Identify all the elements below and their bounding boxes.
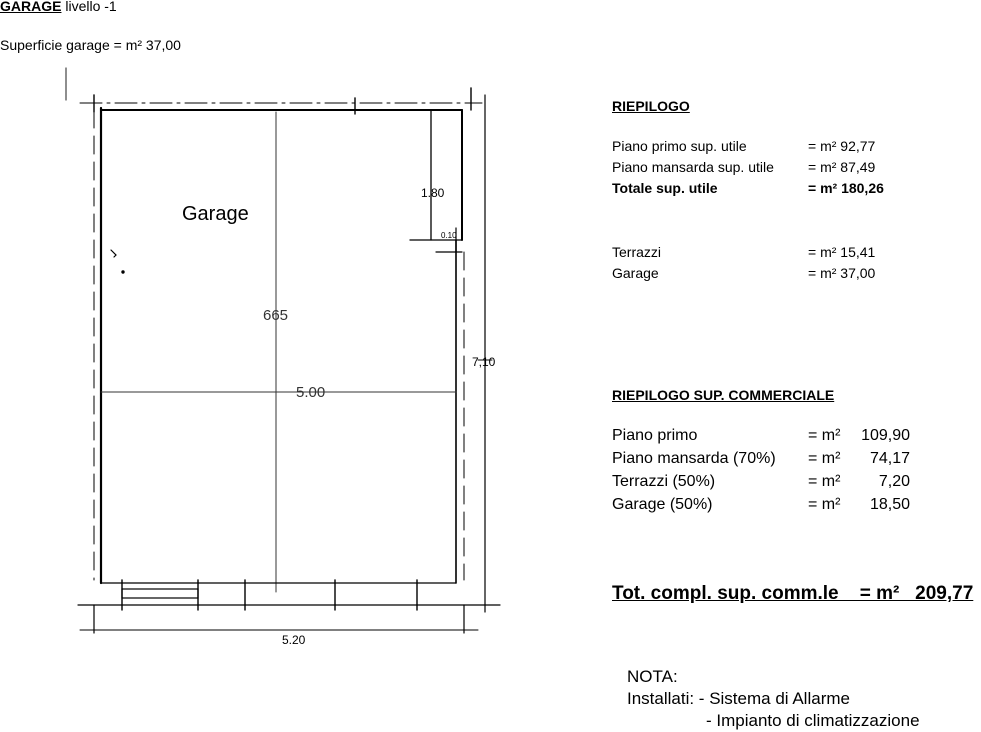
dim-label: 5.20 [282, 633, 306, 647]
row-value: 18,50 [869, 496, 910, 513]
grand-total: Tot. compl. sup. comm.le = m² 209,77 [612, 583, 974, 604]
row-value: = m² 180,26 [808, 180, 884, 196]
row-label: Piano primo [612, 427, 698, 444]
row-label: Piano mansarda sup. utile [612, 159, 774, 175]
row-label: Garage [612, 265, 659, 281]
dim-label: 0.10 [441, 231, 457, 240]
dim-label: 7,10 [472, 355, 496, 369]
row-label: Garage (50%) [612, 496, 713, 513]
row-eq: = m² [808, 450, 841, 467]
room-label: Garage [182, 203, 249, 225]
commerciale-title: RIEPILOGO SUP. COMMERCIALE [612, 387, 835, 403]
row-value: 109,90 [861, 427, 910, 444]
dim-label: 5.00 [296, 384, 326, 401]
row-value: 74,17 [869, 450, 910, 467]
nota-line: - Impianto di climatizzazione [706, 711, 920, 730]
title-bold: GARAGE [0, 0, 62, 14]
total-row [612, 180, 893, 198]
row-eq: = m² [808, 496, 841, 513]
riepilogo-title: RIEPILOGO [612, 98, 690, 114]
surface-garage: Superficie garage = m² 37,00 [0, 37, 181, 53]
dim-label: 1.80 [421, 186, 445, 200]
row-eq: = m² [808, 427, 841, 444]
row-label: Totale sup. utile [612, 180, 718, 196]
row-value: = m² 92,77 [808, 138, 876, 154]
nota-title: NOTA: [627, 667, 678, 686]
row-label: Piano mansarda (70%) [612, 450, 776, 467]
row-value: = m² 37,00 [808, 265, 876, 281]
row-eq: = m² [808, 473, 841, 490]
row-label: Piano primo sup. utile [612, 138, 747, 154]
row-value: 7,20 [878, 473, 910, 490]
row-label: Terrazzi (50%) [612, 473, 716, 490]
row-value: = m² 87,49 [808, 159, 876, 175]
row-label: Terrazzi [612, 244, 662, 260]
nota-line: Installati: - Sistema di Allarme [627, 689, 850, 708]
row-value: = m² 15,41 [808, 244, 876, 260]
dim-label: 665 [263, 307, 289, 324]
title-rest: livello -1 [61, 0, 117, 14]
